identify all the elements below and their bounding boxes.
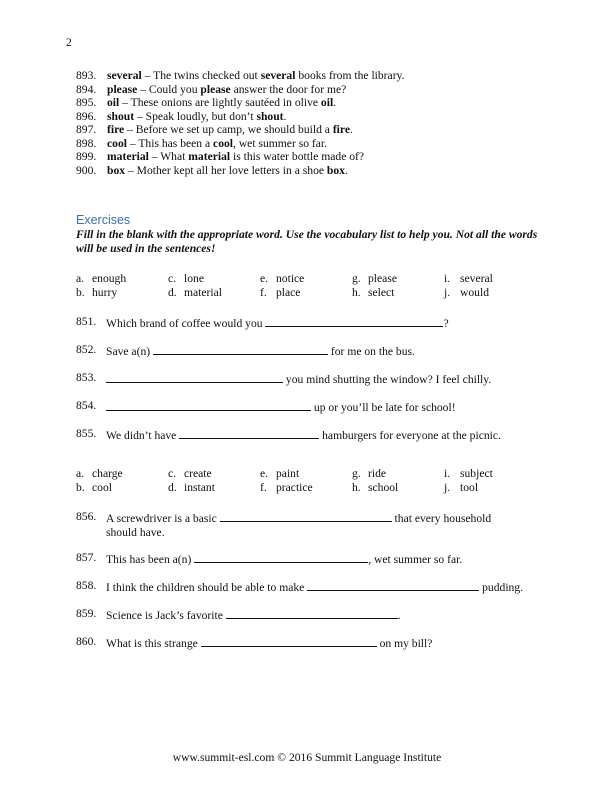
vocab-word-in-sentence: oil: [320, 96, 334, 109]
vocab-sentence: – What: [148, 150, 189, 163]
question-text: up or you’ll be late for school!: [311, 401, 456, 414]
word-bank-option: [352, 467, 444, 481]
option-letter: h.: [352, 286, 361, 299]
option-letter: a.: [76, 272, 85, 285]
word-bank-option: [76, 272, 168, 286]
question-number: 856.: [76, 510, 97, 523]
vocab-number: 898.: [76, 136, 97, 150]
vocab-item: [76, 164, 405, 178]
question-number: 858.: [76, 579, 97, 592]
vocab-sentence: – Speak loudly, but don’t: [134, 109, 257, 123]
option-word: charge: [92, 467, 123, 480]
question-text: on my bill?: [376, 637, 433, 650]
word-bank-option: [444, 286, 536, 300]
vocab-word: cool: [107, 136, 127, 150]
option-letter: e.: [260, 467, 269, 480]
word-bank-option: [168, 467, 260, 481]
question-text: ?: [443, 317, 449, 330]
word-bank: [76, 467, 556, 495]
word-bank-option: [352, 286, 444, 300]
option-letter: f.: [260, 286, 267, 299]
answer-blank[interactable]: [265, 315, 443, 327]
vocab-word-in-sentence: shout: [256, 109, 284, 123]
page-number: 2: [66, 36, 72, 49]
question-851: [76, 315, 556, 331]
vocab-sentence: .: [349, 123, 353, 136]
vocab-item: [76, 150, 405, 164]
vocab-sentence: is this water bottle made of?: [230, 150, 365, 163]
option-word: material: [184, 286, 222, 299]
word-bank-option: [260, 286, 352, 300]
option-letter: f.: [260, 481, 267, 494]
option-word: several: [460, 272, 493, 285]
vocab-sentence: .: [344, 163, 348, 177]
vocab-word: oil: [107, 96, 120, 109]
answer-blank[interactable]: [220, 510, 392, 522]
vocab-word: please: [107, 82, 138, 96]
instructions: Fill in the blank with the appropriate word. Use the vocabulary list to help you. Not all the words will be used in the sentences!: [76, 228, 538, 255]
option-word: place: [276, 286, 301, 299]
vocab-number: 896.: [76, 109, 97, 123]
vocab-sentence: – Mother kept all her love letters in a shoe: [125, 163, 327, 177]
vocab-item: [76, 123, 405, 137]
option-word: select: [368, 286, 395, 299]
vocab-word: material: [107, 150, 149, 163]
question-text: Save a(n): [106, 345, 153, 358]
question-number: 857.: [76, 551, 97, 564]
option-word: tool: [460, 481, 479, 494]
option-word: ride: [368, 467, 387, 480]
vocab-word: box: [107, 163, 126, 177]
answer-blank[interactable]: [194, 551, 368, 563]
vocab-word-in-sentence: fire: [332, 123, 350, 136]
vocab-word-in-sentence: several: [260, 69, 296, 82]
vocab-number: 894.: [76, 82, 97, 96]
option-letter: a.: [76, 467, 85, 480]
vocab-word-in-sentence: material: [188, 150, 231, 163]
vocab-word: shout: [107, 109, 135, 123]
question-text: that every household should have.: [106, 512, 492, 539]
option-word: would: [460, 286, 489, 299]
word-bank-row: [76, 286, 556, 300]
vocab-sentence: – Could you: [137, 82, 201, 96]
question-text: hamburgers for everyone at the picnic.: [319, 429, 501, 442]
vocab-sentence: , wet summer so far.: [233, 136, 328, 150]
option-letter: d.: [168, 286, 177, 299]
answer-blank[interactable]: [201, 635, 377, 647]
vocabulary-list: [76, 69, 405, 177]
word-bank-option: [444, 481, 536, 495]
vocab-sentence: – These onions are lightly sautéed in olive: [119, 96, 321, 109]
question-text: Science is Jack’s favorite: [106, 609, 226, 622]
vocab-sentence: – This has been a: [126, 136, 214, 150]
question-text: .: [397, 609, 401, 622]
vocab-word-in-sentence: cool: [213, 136, 234, 150]
footer: www.summit-esl.com © 2016 Summit Language Institute: [172, 751, 442, 764]
word-bank-option: [444, 272, 536, 286]
option-word: school: [368, 481, 399, 494]
option-letter: b.: [76, 286, 85, 299]
question-number: 855.: [76, 427, 97, 440]
question-number: 859.: [76, 607, 97, 620]
question-860: [76, 635, 556, 651]
option-word: create: [184, 467, 212, 480]
exercises-heading: Exercises: [76, 213, 131, 227]
option-word: subject: [460, 467, 493, 480]
vocab-sentence: books from the library.: [295, 69, 405, 82]
answer-blank[interactable]: [226, 607, 398, 619]
question-text: you mind shutting the window? I feel chilly.: [283, 373, 492, 386]
vocab-sentence: .: [333, 96, 337, 109]
word-bank-option: [444, 467, 536, 481]
option-letter: j.: [444, 481, 451, 494]
vocab-word-in-sentence: please: [200, 82, 231, 96]
option-word: paint: [276, 467, 300, 480]
vocab-word-in-sentence: box: [326, 163, 345, 177]
question-text: This has been a(n): [106, 553, 195, 566]
question-text: What is this strange: [106, 637, 201, 650]
word-bank-option: [260, 467, 352, 481]
word-bank-row: [76, 272, 556, 286]
option-letter: i.: [444, 467, 451, 480]
option-word: enough: [92, 272, 127, 285]
word-bank-option: [260, 481, 352, 495]
answer-blank[interactable]: [106, 371, 283, 383]
option-letter: b.: [76, 481, 85, 494]
vocab-number: 895.: [76, 96, 97, 109]
question-text: , wet summer so far.: [368, 553, 463, 566]
question-text: I think the children should be able to make: [106, 581, 308, 594]
vocab-number: 897.: [76, 123, 97, 136]
question-number: 852.: [76, 343, 97, 356]
question-number: 854.: [76, 399, 97, 412]
vocab-word: fire: [107, 123, 125, 136]
word-bank-option: [260, 272, 352, 286]
option-word: please: [368, 272, 397, 285]
vocab-sentence: .: [283, 109, 287, 123]
question-859: [76, 607, 556, 623]
vocab-sentence: – Before we set up camp, we should build a: [124, 123, 333, 136]
word-bank-row: [76, 481, 556, 495]
word-bank-option: [76, 481, 168, 495]
word-bank-option: [76, 467, 168, 481]
word-bank: [76, 272, 556, 300]
vocab-number: 900.: [76, 163, 97, 177]
vocab-item: [76, 96, 405, 110]
vocab-item: [76, 69, 405, 83]
word-bank-option: [352, 481, 444, 495]
answer-blank[interactable]: [153, 343, 328, 355]
option-word: lone: [184, 272, 204, 285]
question-852: [76, 343, 556, 359]
word-bank-option: [168, 481, 260, 495]
option-letter: g.: [352, 467, 361, 480]
question-855: [76, 427, 556, 443]
question-number: 851.: [76, 315, 97, 328]
question-text: Which brand of coffee would you: [106, 317, 266, 330]
option-letter: d.: [168, 481, 177, 494]
answer-blank[interactable]: [179, 427, 319, 439]
word-bank-option: [168, 272, 260, 286]
option-letter: e.: [260, 272, 269, 285]
option-letter: g.: [352, 272, 361, 285]
question-text: for me on the bus.: [328, 345, 415, 358]
question-853: [76, 371, 556, 387]
option-letter: i.: [444, 272, 451, 285]
vocab-number: 899.: [76, 150, 97, 163]
vocab-number: 893.: [76, 69, 97, 82]
option-word: notice: [276, 272, 305, 285]
vocab-word: several: [107, 69, 142, 82]
answer-blank[interactable]: [106, 399, 311, 411]
word-bank-row: [76, 467, 556, 481]
vocab-item: [76, 110, 405, 124]
vocab-item: [76, 83, 405, 97]
question-number: 860.: [76, 635, 97, 648]
question-856: [76, 510, 556, 539]
option-word: hurry: [92, 286, 118, 299]
word-bank-option: [76, 286, 168, 300]
word-bank-option: [168, 286, 260, 300]
option-letter: h.: [352, 481, 361, 494]
question-857: [76, 551, 556, 567]
question-854: [76, 399, 556, 415]
option-word: practice: [276, 481, 313, 494]
word-bank-option: [352, 272, 444, 286]
question-text: pudding.: [479, 581, 524, 594]
option-word: cool: [92, 481, 112, 494]
question-number: 853.: [76, 371, 97, 384]
question-858: [76, 579, 556, 595]
answer-blank[interactable]: [307, 579, 479, 591]
option-letter: c.: [168, 467, 177, 480]
option-letter: j.: [444, 286, 451, 299]
question-text: We didn’t have: [106, 429, 180, 442]
option-letter: c.: [168, 272, 177, 285]
vocab-sentence: – The twins checked out: [141, 69, 261, 82]
question-text: A screwdriver is a basic: [106, 512, 220, 525]
option-word: instant: [184, 481, 215, 494]
vocab-item: [76, 137, 405, 151]
vocab-sentence: answer the door for me?: [230, 82, 347, 96]
